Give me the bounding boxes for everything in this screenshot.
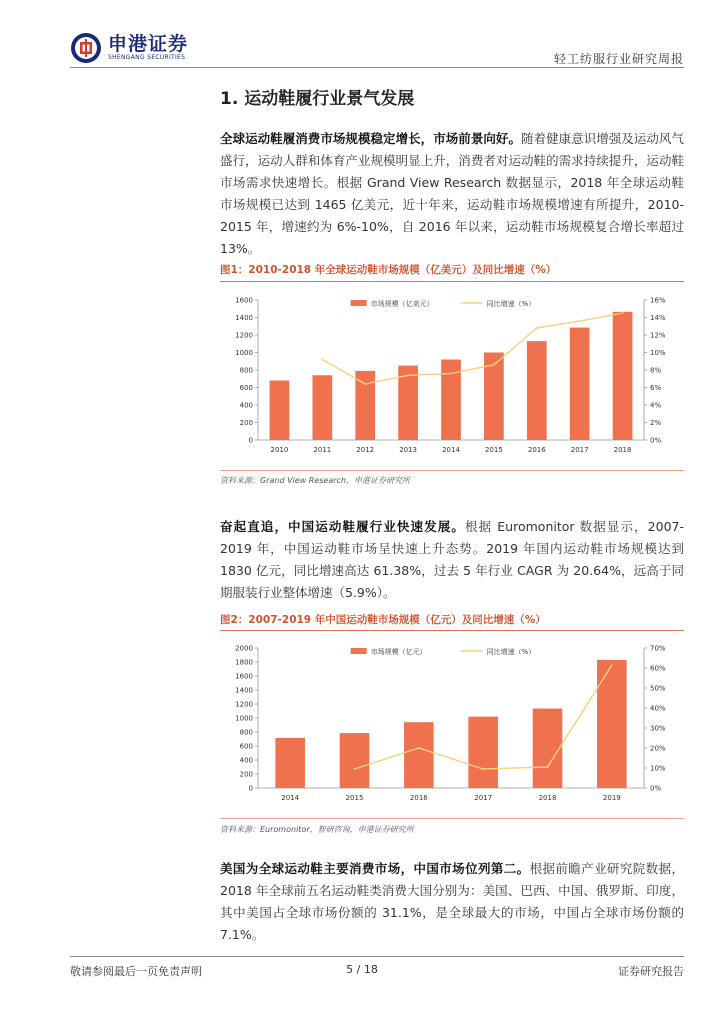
left-tick-label: 600 [239,384,253,392]
x-tick-label: 2018 [613,446,632,454]
figure-1-source: 资料来源：Grand View Research，申港证券研究所 [220,476,411,485]
growth-rate-point [364,383,366,385]
x-tick-label: 2019 [602,794,621,802]
x-tick-label: 2013 [399,446,418,454]
x-tick-label: 2018 [538,794,557,802]
footer-doc-type: 证券研究报告 [618,965,684,978]
paragraph-global-market [220,128,684,260]
bar-2010 [270,381,290,441]
logo-name-en: SHENGANG SECURITIES [108,54,186,61]
footer-disclaimer: 敬请参阅最后一页免责声明 [70,965,202,978]
growth-rate-point [493,364,495,366]
bar-2017 [468,717,498,788]
left-tick-label: 400 [239,756,253,765]
right-tick-label: 20% [650,744,666,753]
bar-2018 [613,312,633,440]
section-title: 1. 运动鞋履行业景气发展 [220,89,415,109]
paragraph-lead: 美国为全球运动鞋主要消费市场，中国市场位列第二。 [220,861,530,876]
right-tick-label: 6% [650,384,662,392]
x-tick-label: 2016 [409,794,428,802]
figure-2-bottom-rule [220,818,684,819]
left-tick-label: 200 [239,419,253,427]
growth-rate-point [482,768,484,770]
growth-rate-point [579,320,581,322]
bar-2018 [533,709,563,788]
left-tick-label: 0 [248,784,253,793]
left-tick-label: 1600 [235,296,253,305]
right-tick-label: 8% [650,366,662,375]
page-number: 5 / 18 [346,963,378,976]
figure-2-source: 资料来源：Euromonitor，智研咨询，申港证券研究所 [220,825,414,834]
paragraph-lead: 奋起直追，中国运动鞋履行业快速发展。 [220,519,465,534]
legend-bar-label: 市场规模（亿元） [370,648,427,656]
right-tick-label: 50% [650,684,666,693]
left-tick-label: 200 [239,770,253,779]
right-tick-label: 0% [650,784,662,793]
x-tick-label: 2010 [270,446,289,454]
growth-rate-point [321,359,323,361]
legend-line-label: 同比增速（%） [486,300,536,308]
legend-bar-swatch [351,648,367,654]
legend-bar-label: 市场规模（亿美元） [370,300,434,308]
figure-1-top-rule [220,281,684,282]
paragraph-body: 根据前瞻产业研究院数据，2018 年全球前五名运动鞋类消费大国分别为：美国、巴西、中国、俄罗斯、印度，其中美国占全球市场份额的 31.1%，是全球最大的市场，中国占全球市场份额的 7.1%。 [220,861,684,942]
right-tick-label: 10% [650,349,666,357]
bar-2019 [597,660,627,788]
bar-2014 [275,738,305,788]
left-tick-label: 600 [239,742,253,751]
left-tick-label: 400 [239,401,253,410]
right-tick-label: 30% [650,724,666,733]
x-tick-label: 2014 [442,446,460,454]
growth-rate-point [536,327,538,329]
legend-line-label: 同比增速（%） [486,648,536,656]
right-tick-label: 0% [650,436,662,445]
footer-divider [70,956,684,957]
bar-2012 [355,371,375,440]
left-tick-label: 1400 [235,686,253,695]
left-tick-label: 1200 [235,700,253,709]
right-tick-label: 40% [650,704,666,713]
right-tick-label: 70% [650,644,666,653]
chart-global-sneaker-market [220,288,684,464]
x-tick-label: 2011 [313,446,332,454]
growth-rate-point [418,747,420,749]
bar-2016 [404,722,434,788]
report-type: 轻工纺服行业研究周报 [553,52,684,66]
growth-rate-point [622,312,624,314]
x-tick-label: 2014 [281,794,300,802]
right-tick-label: 60% [650,664,666,673]
x-tick-label: 2015 [345,794,364,802]
x-tick-label: 2017 [474,794,493,802]
bar-2011 [312,375,332,440]
page-header [70,28,684,68]
logo-mark-icon [70,32,102,64]
right-tick-label: 4% [650,401,662,410]
growth-rate-point [354,768,356,770]
growth-rate-point [611,664,613,666]
paragraph-lead: 全球运动鞋履消费市场规模稳定增长，市场前景向好。 [220,131,521,146]
right-tick-label: 2% [650,419,662,427]
paragraph-body: 随着健康意识增强及运动风气盛行，运动人群和体育产业规模明显上升，消费者对运动鞋的需求持续提升，运动鞋市场需求快速增长。根据 Grand View Research 数据显示，2018 年全球运动鞋市场规模已达到 1465 亿美元，近十年来，运动鞋市场规模增速有所提升，2010-2015 年，增速约为 6%-10%，自 2016 年以来，运动鞋市场规模复合增长率超过 13%。 [220,131,684,256]
left-tick-label: 2000 [235,644,253,653]
left-tick-label: 0 [248,436,253,445]
right-tick-label: 10% [650,764,666,773]
legend-bar-swatch [351,300,367,306]
growth-rate-point [547,766,549,768]
header-divider [70,67,684,68]
company-logo [70,32,188,64]
figure-1-title: 图1：2010-2018 年全球运动鞋市场规模（亿美元）及同比增速（%） [220,264,557,276]
growth-rate-point [407,374,409,376]
left-tick-label: 800 [239,728,253,737]
bar-2015 [340,733,370,788]
chart-china-sneaker-market [220,636,684,812]
right-tick-label: 16% [650,296,666,305]
x-tick-label: 2016 [527,446,546,454]
left-tick-label: 1200 [235,331,253,340]
figure-2-title: 图2：2007-2019 年中国运动鞋市场规模（亿元）及同比增速（%） [220,614,546,626]
left-tick-label: 800 [239,366,253,375]
x-tick-label: 2015 [484,446,503,454]
paragraph-country-share [220,858,684,946]
right-tick-label: 14% [650,314,666,322]
growth-rate-point [450,373,452,375]
right-tick-label: 12% [650,331,666,340]
left-tick-label: 1600 [235,672,253,681]
figure-2-top-rule [220,630,684,631]
x-tick-label: 2017 [570,446,589,454]
x-tick-label: 2012 [356,446,375,454]
paragraph-china-market [220,516,684,604]
left-tick-label: 1000 [235,349,253,357]
bar-2016 [527,341,547,440]
left-tick-label: 1800 [235,658,253,667]
figure-1-bottom-rule [220,470,684,471]
left-tick-label: 1000 [235,714,253,723]
logo-name-cn: 申港证券 [108,33,189,55]
left-tick-label: 1400 [235,314,253,322]
bar-2017 [570,328,590,440]
paragraph-body: 根据 Euromonitor 数据显示，2007-2019 年，中国运动鞋市场呈快速上升态势。2019 年国内运动鞋市场规模达到 1830 亿元，同比增速高达 61.38%，过去 5 年行业 CAGR 为 20.64%，远高于同期服装行业整体增速（5.9%）。 [220,519,684,600]
